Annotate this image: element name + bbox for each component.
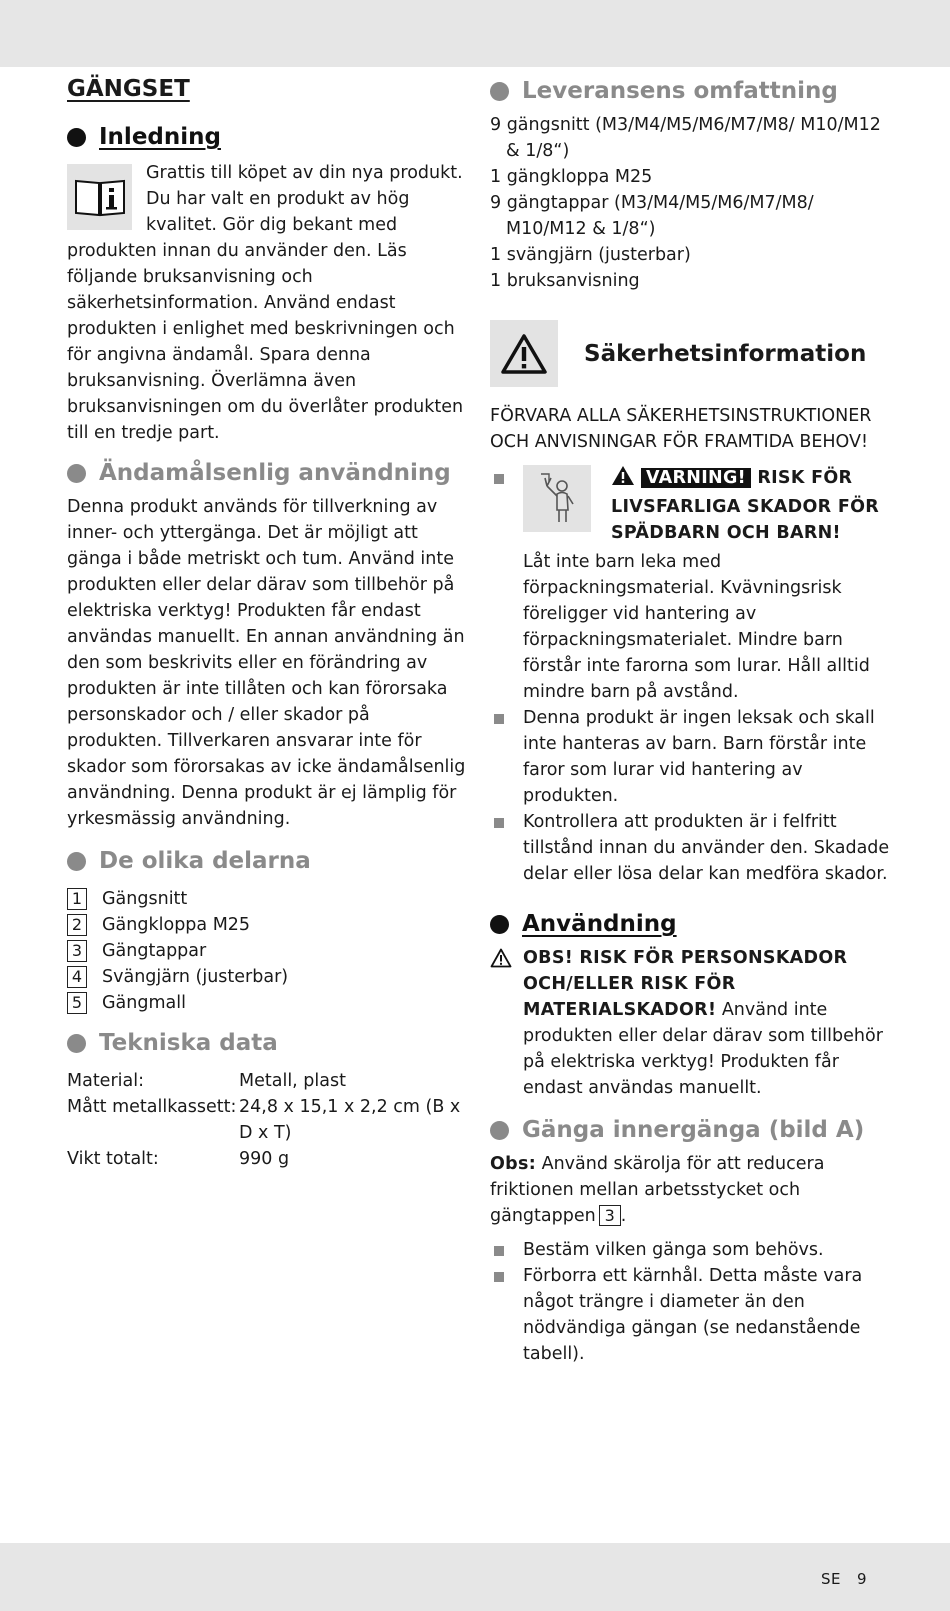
bullet-dot-icon	[490, 915, 509, 934]
inner-thread-bullet: Förborra ett kärnhål. Detta måste vara något trängre i diameter än den nödvändiga gängan (se nedanstående tabell).	[490, 1263, 890, 1367]
part-item: 4 Svängjärn (justerbar)	[67, 964, 467, 990]
safety-title: Säkerhetsinformation	[584, 340, 867, 367]
inner-thread-bullet: Bestäm vilken gänga som behövs.	[490, 1237, 890, 1263]
heading-leverans: Leveransens omfattning	[490, 78, 890, 104]
part-item: 5 Gängmall	[67, 990, 467, 1016]
heading-inledning: Inledning	[67, 124, 467, 150]
child-warning-item	[490, 465, 890, 705]
page-number: 9	[856, 1570, 867, 1588]
delivery-item: 9 gängsnitt (M3/M4/M5/M6/M7/M8/ M10/M12 & 1/8“)	[490, 115, 881, 161]
square-bullet-icon	[494, 1246, 504, 1256]
bullet-dot-icon	[67, 128, 86, 147]
varning-label: VARNING!	[641, 468, 751, 488]
heading-anvandning: Användning	[490, 911, 890, 937]
delivery-item: 1 svängjärn (justerbar)	[490, 245, 691, 265]
safety-bullet: Denna produkt är ingen leksak och skall inte hanteras av barn. Barn förstår inte faror som lurar vid hantering av produkten.	[490, 705, 890, 809]
heading-andamalsenlig: Ändamålsenlig användning	[67, 460, 467, 486]
page-title: GÄNGSET	[67, 76, 190, 102]
delivery-item: 1 gängkloppa M25	[490, 167, 653, 187]
bullet-dot-icon	[67, 852, 86, 871]
tech-row: Mått metallkassett: 24,8 x 15,1 x 2,2 cm (B x D x T)	[67, 1097, 461, 1143]
usage-caution: OBS! RISK FÖR PERSONSKADOR OCH/ELLER RISK FÖR MATERIALSKADOR! Använd inte produkten eller delar därav som tillbehör på elektriska verktyg! Produkten får endast användas manuellt.	[490, 945, 890, 1101]
warning-triangle-icon	[490, 320, 558, 387]
heading-innergaenga: Gänga innergänga (bild A)	[490, 1117, 890, 1143]
delivery-item: 1 bruksanvisning	[490, 271, 640, 291]
square-bullet-icon	[494, 1272, 504, 1282]
safety-bullet: Kontrollera att produkten är i felfritt tillstånd innan du använder den. Skadade delar eller lösa delar kan medföra skador.	[490, 809, 890, 887]
caution-triangle-icon	[490, 948, 512, 976]
part-item: 3 Gängtappar	[67, 938, 467, 964]
intro-block	[67, 160, 467, 446]
parts-list	[67, 886, 467, 1016]
heading-tekniska-data: Tekniska data	[67, 1030, 467, 1056]
heading-delarna: De olika delarna	[67, 848, 467, 874]
warning-small-icon	[611, 465, 635, 494]
intro-text: Grattis till köpet av din nya produkt. Du har valt en produkt av hög kvalitet. Gör dig bekant med produkten innan du använder den. Läs följande bruksanvisning och säkerhetsinformation. Använd endast produkten i enlighet med beskrivningen och för angivna ändamål. Spara denna bruksanvisning. Överlämna även bruksanvisningen om du överlåter produkten till en tredje part.	[67, 163, 464, 443]
bullet-dot-icon	[490, 82, 509, 101]
safety-header	[490, 320, 890, 387]
top-band	[0, 0, 950, 67]
page-footer	[805, 1566, 867, 1592]
right-column	[490, 72, 890, 1367]
delivery-item: 9 gängtappar (M3/M4/M5/M6/M7/M8/ M10/M12 & 1/8“)	[490, 193, 814, 239]
intended-use-text: Denna produkt används för tillverkning av inner- och yttergänga. Det är möjligt att gänga i både metriskt och tum. Använd inte produkten eller delar därav som tillbehör på elektriska verktyg! Produkten får endast användas manuellt. En annan användning än den som beskrivits eller en förändring av produkten är inte tillåten och kan förorsaka personskador och / eller skador på produkten. Tillverkaren ansvarar inte för skador som förorsakas av icke ändamålsenlig användning. Denna produkt är ej lämplig för yrkesmässig användning.	[67, 497, 466, 829]
child-danger-icon	[523, 465, 591, 532]
info-book-icon	[67, 164, 132, 230]
footer-language: SE	[820, 1570, 841, 1588]
left-column	[67, 72, 467, 1172]
square-bullet-icon	[494, 818, 504, 828]
bullet-dot-icon	[490, 1121, 509, 1140]
bullet-dot-icon	[67, 1034, 86, 1053]
child-warning-heading: VARNING! RISK FÖR LIVSFARLIGA SKADOR FÖR SPÄDBARN OCH BARN!	[611, 465, 890, 546]
safety-intro: FÖRVARA ALLA SÄKERHETSINSTRUKTIONER OCH ANVISNINGAR FÖR FRAMTIDA BEHOV!	[490, 406, 872, 452]
inner-thread-note: Obs: Använd skärolja för att reducera friktionen mellan arbetsstycket och gängtappen 3 .	[490, 1154, 825, 1226]
delivery-list	[490, 112, 890, 294]
part-item: 1 Gängsnitt	[67, 886, 467, 912]
bullet-dot-icon	[67, 464, 86, 483]
tech-row: Material: Metall, plast	[67, 1071, 346, 1091]
part-item: 2 Gängkloppa M25	[67, 912, 467, 938]
child-warning-text: Låt inte barn leka med förpackningsmaterial. Kvävningsrisk föreligger vid hantering av förpackningsmaterialet. Mindre barn förstår inte farorna som lurar. Håll alltid mindre barn på avstånd.	[523, 552, 870, 702]
tech-table	[67, 1068, 467, 1172]
tech-row: Vikt totalt: 990 g	[67, 1149, 290, 1169]
square-bullet-icon	[494, 474, 504, 484]
square-bullet-icon	[494, 714, 504, 724]
